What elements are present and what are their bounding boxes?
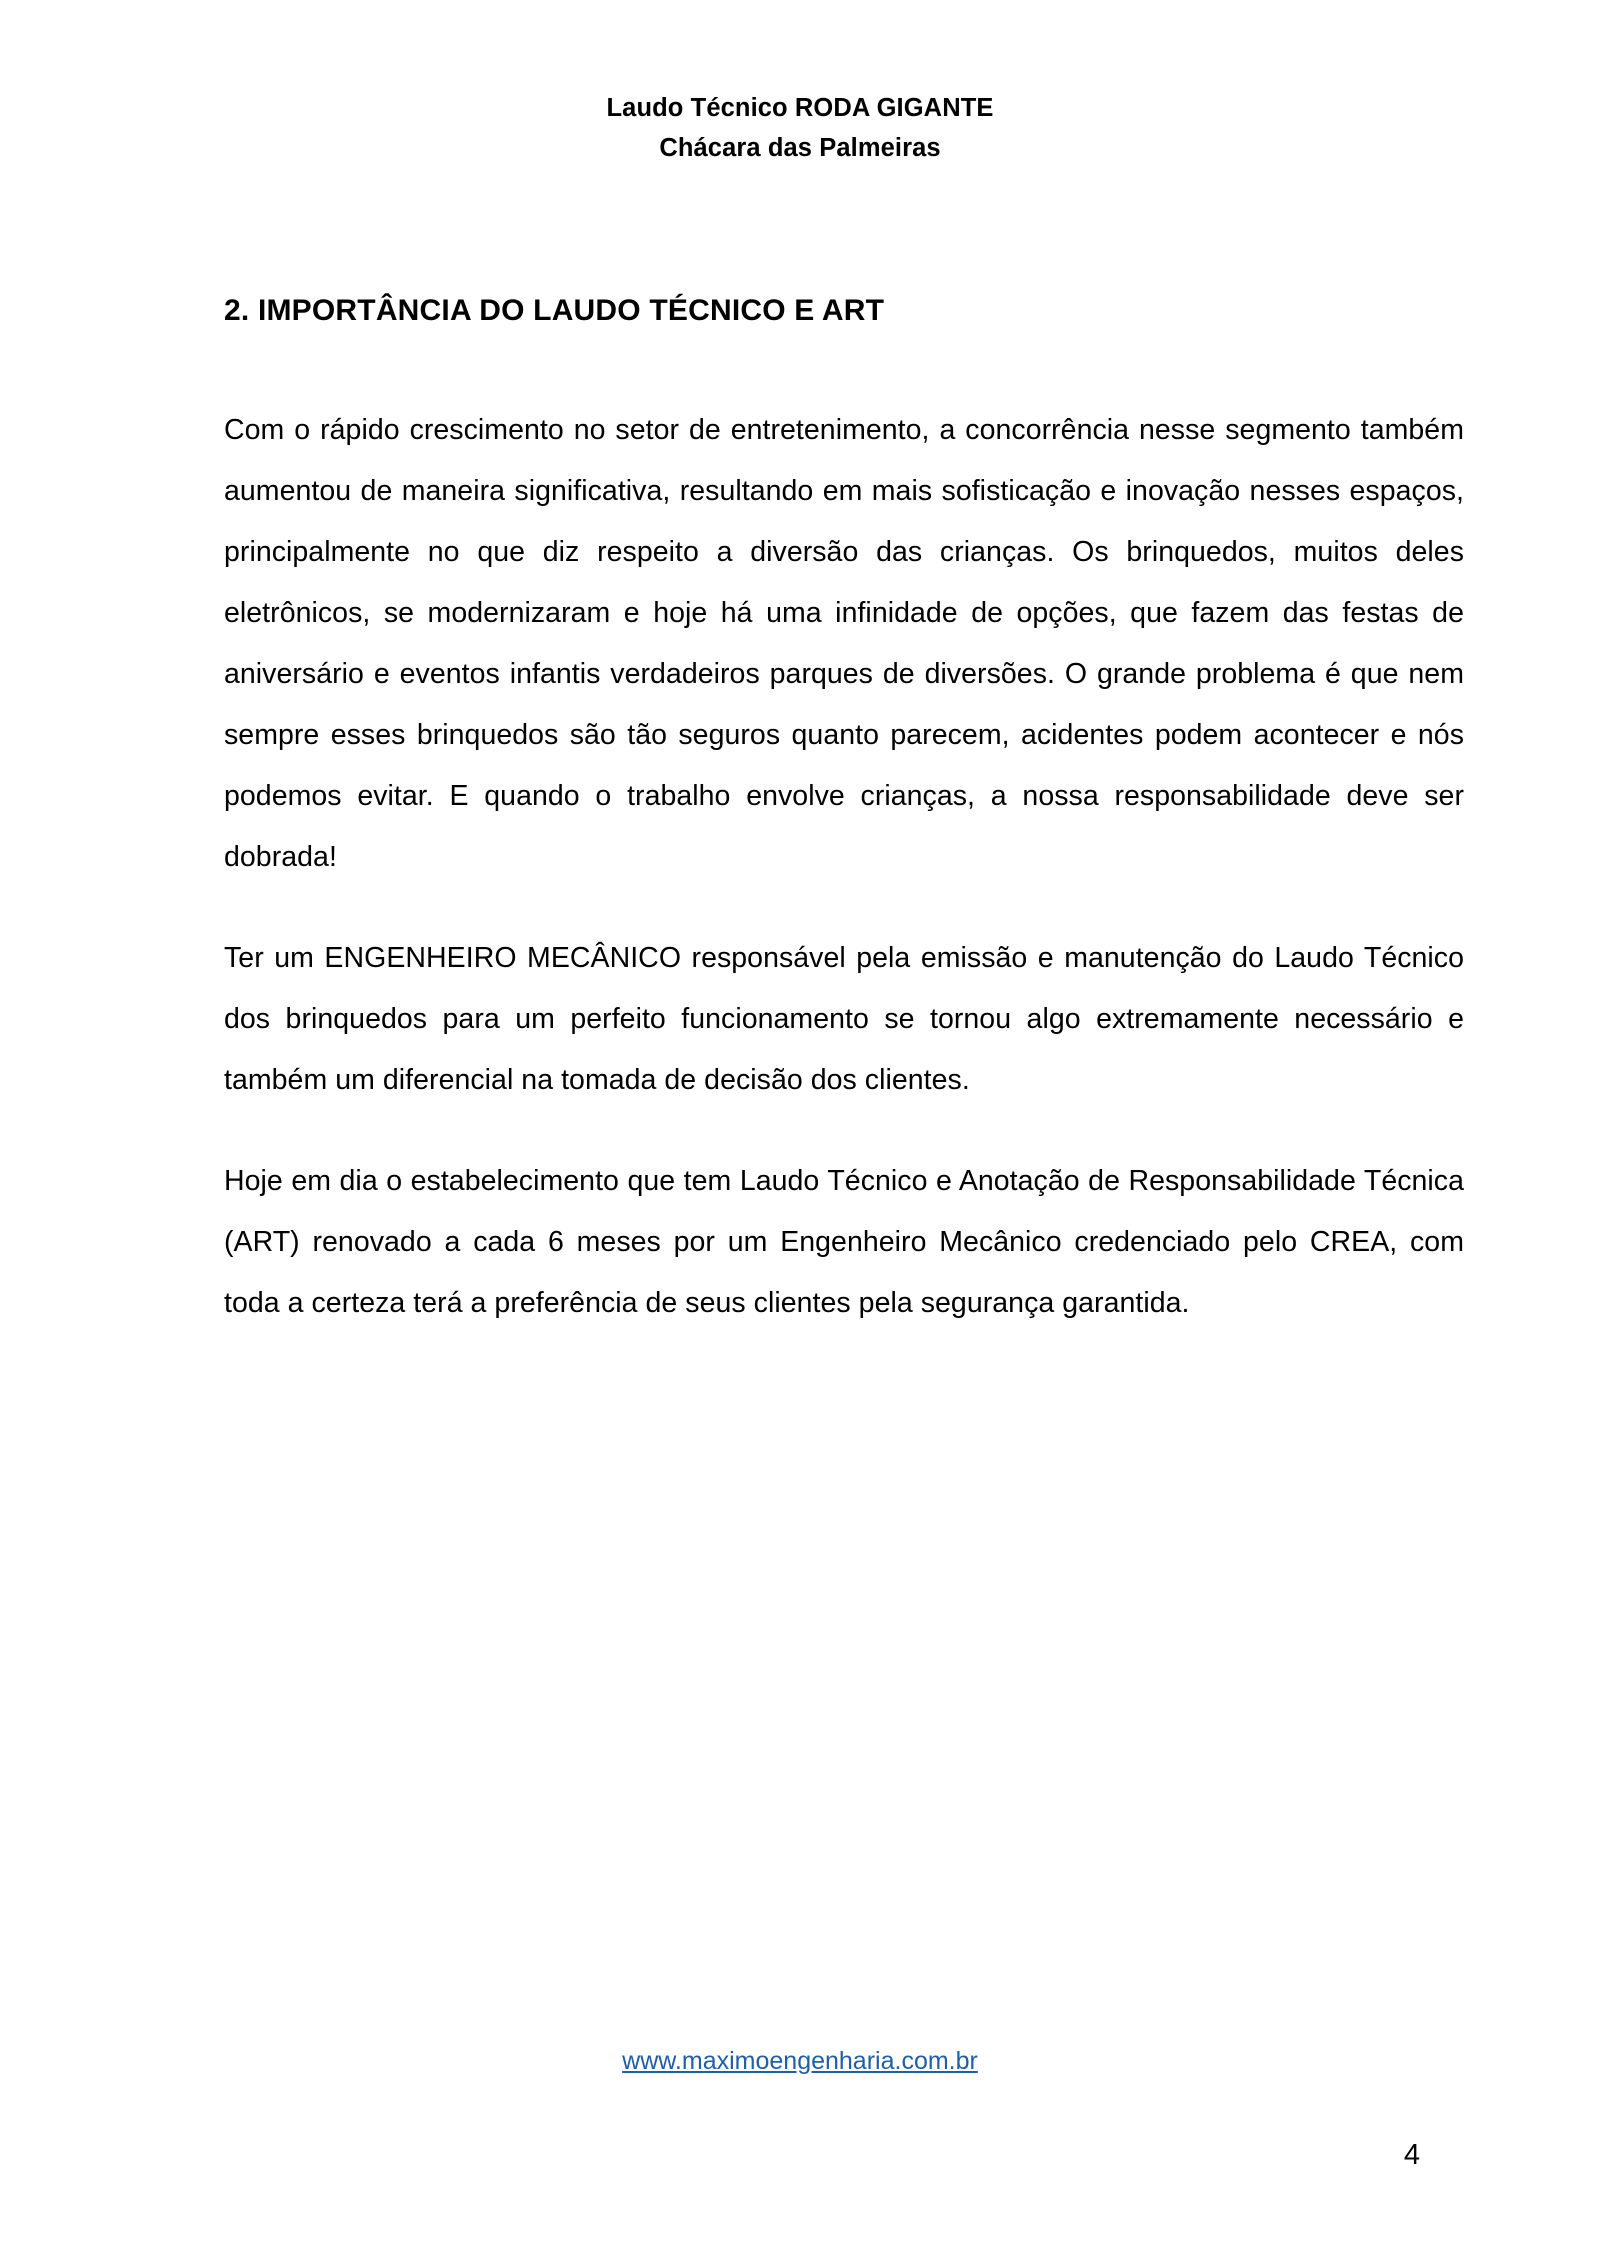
document-footer <box>0 2044 1600 2078</box>
body-paragraph-3: Hoje em dia o estabelecimento que tem Laudo Técnico e Anotação de Responsabilidade Técnica (ART) renovado a cada 6 meses por um Engenheiro Mecânico credenciado pelo CREA, com toda a certeza terá a preferência de seus clientes pela segurança garantida. <box>224 1165 1464 1319</box>
body-paragraph-2: Ter um ENGENHEIRO MECÂNICO responsável pela emissão e manutenção do Laudo Técnico dos brinquedos para um perfeito funcionamento se tornou algo extremamente necessário e também um diferencial na tomada de decisão dos clientes. <box>224 942 1464 1096</box>
footer-website-link[interactable]: www.maximoengenharia.com.br <box>622 2047 978 2075</box>
section-heading: 2. IMPORTÂNCIA DO LAUDO TÉCNICO E ART <box>224 294 885 327</box>
document-body <box>224 290 1464 1334</box>
header-title-line-1: Laudo Técnico RODA GIGANTE <box>606 94 994 122</box>
document-header <box>0 88 1600 168</box>
body-paragraph-1: Com o rápido crescimento no setor de entretenimento, a concorrência nesse segmento também aumentou de maneira significativa, resultando em mais sofisticação e inovação nesses espaços, principalmente no que diz respeito a diversão das crianças. Os brinquedos, muitos deles eletrônicos, se modernizaram e hoje há uma infinidade de opções, que fazem das festas de aniversário e eventos infantis verdadeiros parques de diversões. O grande problema é que nem sempre esses brinquedos são tão seguros quanto parecem, acidentes podem acontecer e nós podemos evitar. E quando o trabalho envolve crianças, a nossa responsabilidade deve ser dobrada! <box>224 414 1464 873</box>
page-number: 4 <box>1403 2139 1420 2171</box>
header-title-line-2: Chácara das Palmeiras <box>659 134 941 162</box>
